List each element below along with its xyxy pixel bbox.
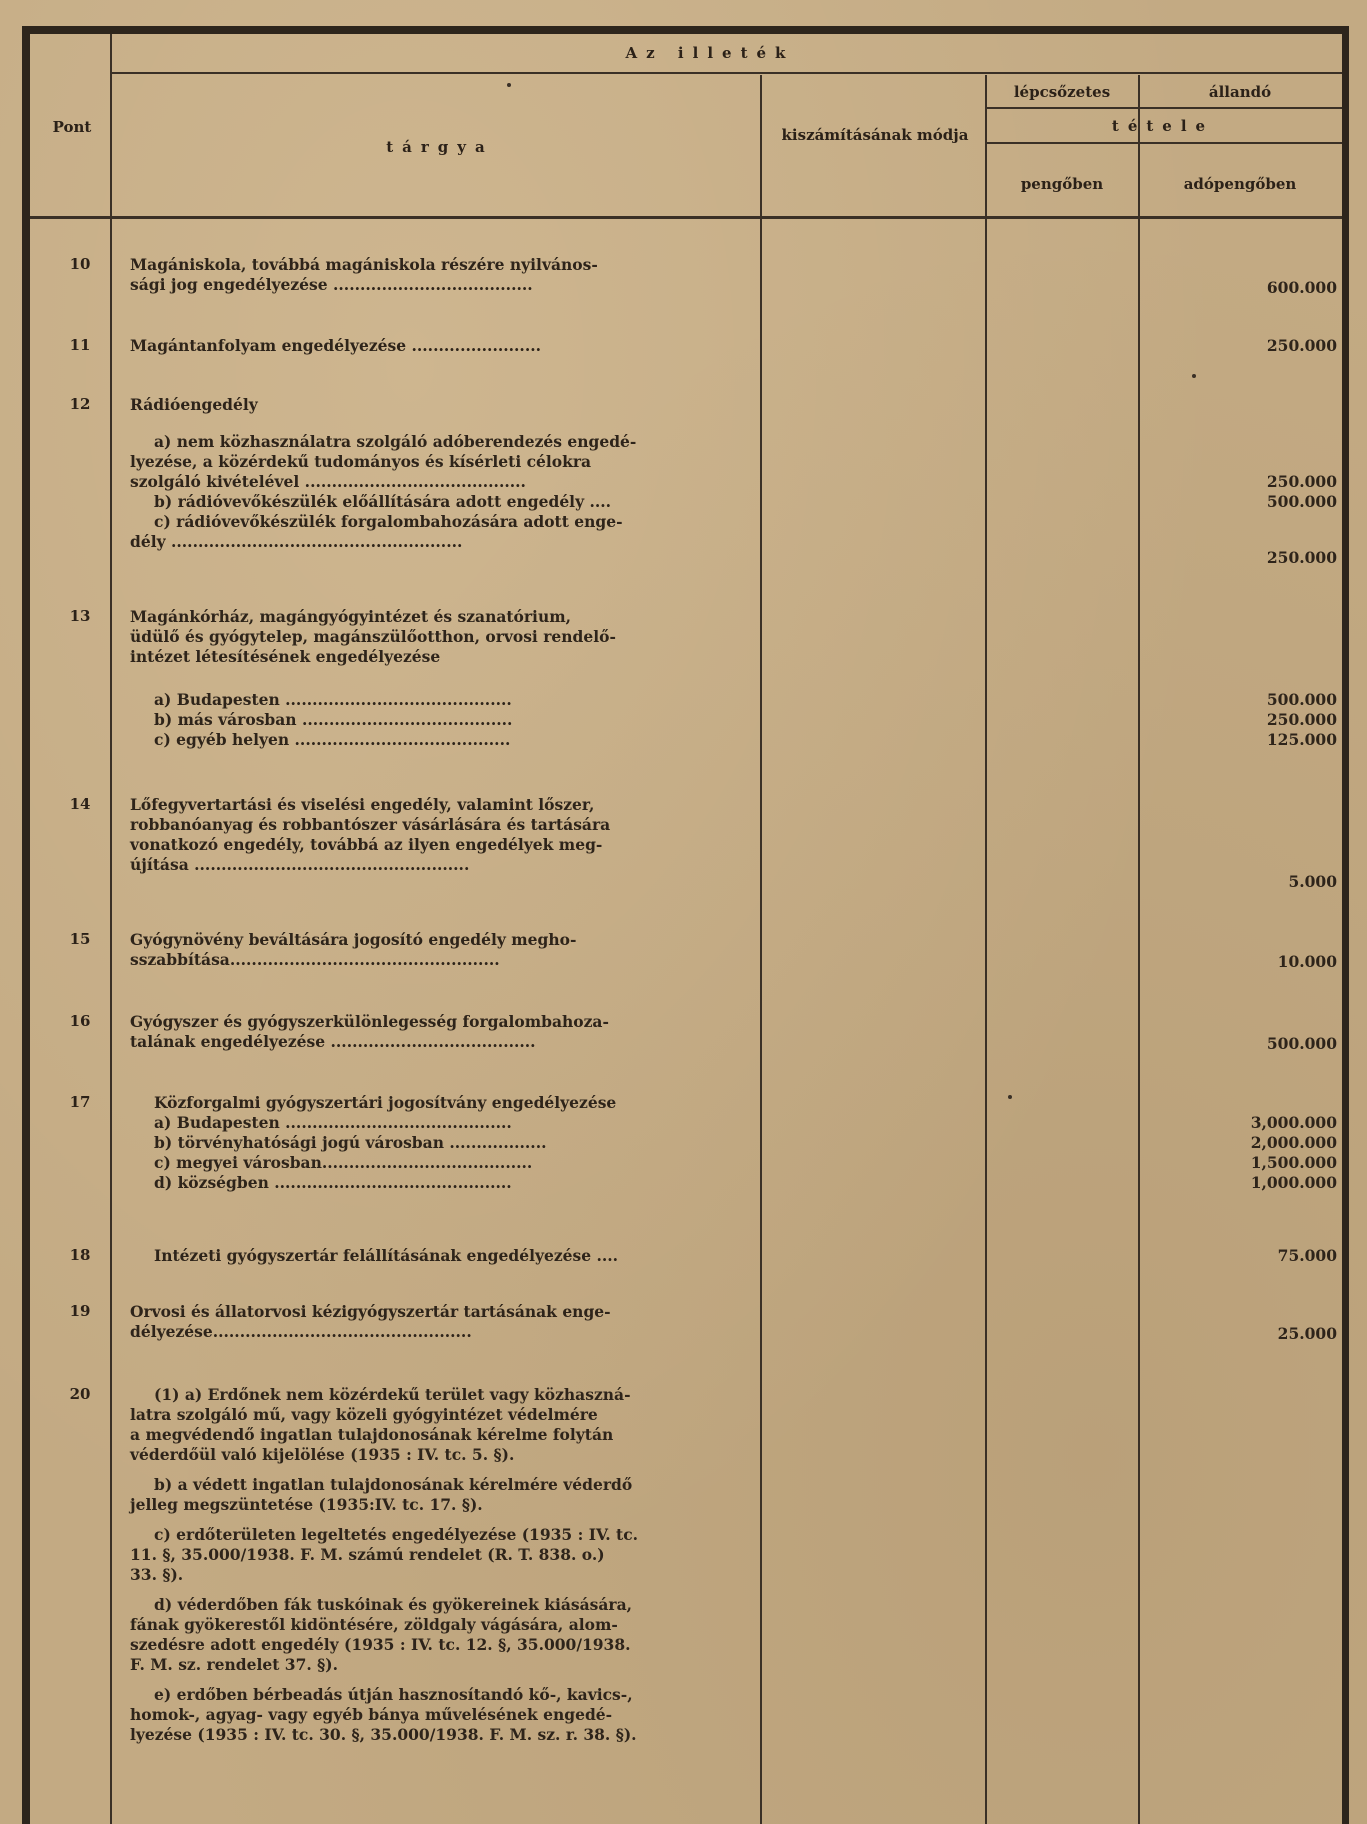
row-11-text — [130, 336, 760, 356]
row-13b-line: b) más városban ....................................... — [154, 710, 513, 729]
row-10-value: 600.000 — [1266, 278, 1337, 297]
row-11-pont: 11 — [69, 336, 91, 354]
row-16-pont: 16 — [69, 1012, 91, 1030]
row-17b-line: b) törvényhatósági jogú városban .................. — [154, 1133, 547, 1152]
row-19-text — [130, 1302, 760, 1342]
row-13-pont: 13 — [69, 607, 91, 625]
row-20b-line-1: b) a védett ingatlan tulajdonosának kérelmére véderdő — [154, 1475, 633, 1494]
row-13-text — [130, 607, 760, 667]
row-19-value: 25.000 — [1277, 1324, 1337, 1343]
row-14-line-1: Lőfegyvertartási és viselési engedély, valamint lőszer, — [130, 795, 595, 814]
row-12b-line: b) rádióvevőkészülék előállítására adott engedély .... — [154, 492, 612, 511]
row-20a-line-4: véderdőül való kijelölése (1935 : IV. tc. 5. §). — [130, 1445, 515, 1464]
row-20c-line-1: c) erdőterületen legeltetés engedélyezése (1935 : IV. tc. — [154, 1525, 639, 1544]
row-20a-line-2: latra szolgáló mű, vagy közeli gyógyintézet védelmére — [130, 1405, 598, 1424]
row-11-line-1: Magántanfolyam engedélyezése ........................ — [130, 336, 542, 355]
row-17-line-1: Közforgalmi gyógyszertári jogosítvány engedélyezése — [154, 1093, 617, 1112]
row-14-line-4: újítása ................................................... — [130, 855, 470, 874]
divider-kiszamitas — [985, 75, 987, 1824]
row-12c-line-2: dély ...................................................... — [130, 532, 463, 551]
row-17d-line: d) községben ............................................ — [154, 1173, 512, 1192]
row-20a-line-3: a megvédendő ingatlan tulajdonosának kérelme folytán — [130, 1425, 614, 1444]
row-11-value: 250.000 — [1266, 336, 1337, 355]
row-12-text — [130, 395, 760, 415]
row-20d-line-3: szedésre adott engedély (1935 : IV. tc. 12. §, 35.000/1938. — [130, 1635, 631, 1654]
row-20d-line-4: F. M. sz. rendelet 37. §). — [130, 1655, 339, 1674]
header-title: Az illeték — [625, 44, 795, 62]
row-17-text — [130, 1093, 760, 1193]
row-16-line-1: Gyógyszer és gyógyszerkülönlegesség forgalombahoza- — [130, 1012, 609, 1031]
row-13-line-1: Magánkórház, magángyógyintézet és szanatórium, — [130, 607, 572, 626]
row-13a-value: 500.000 — [1266, 690, 1337, 709]
header-bottom-line — [30, 216, 1342, 219]
row-14-line-2: robbanóanyag és robbantószer vásárlására és tartására — [130, 815, 611, 834]
row-17d-value: 1,000.000 — [1250, 1173, 1337, 1192]
row-20e-line-3: lyezése (1935 : IV. tc. 30. §, 35.000/1938. F. M. sz. r. 38. §). — [130, 1725, 637, 1744]
row-13-line-3: intézet létesítésének engedélyezése — [130, 647, 441, 666]
ink-speck — [1008, 1095, 1012, 1099]
header-targya: tárgya — [386, 138, 494, 156]
header-kiszamitas: kiszámításának módja — [781, 126, 969, 144]
header-line-2 — [985, 107, 1342, 109]
row-10-text — [130, 255, 760, 295]
row-15-line-1: Gyógynövény beváltására jogosító engedély megho- — [130, 930, 577, 949]
header-pengoben: pengőben — [1020, 175, 1104, 193]
row-16-line-2: talának engedélyezése ...................................... — [130, 1032, 536, 1051]
row-14-value: 5.000 — [1288, 872, 1337, 891]
row-10-line-2: sági jog engedélyezése ..................................... — [130, 275, 533, 294]
row-18-value: 75.000 — [1277, 1246, 1337, 1265]
row-19-line-1: Orvosi és állatorvosi kézigyógyszertár tartásának enge- — [130, 1302, 611, 1321]
row-12c-line-1: c) rádióvevőkészülék forgalombahozására adott enge- — [154, 512, 623, 531]
row-17a-value: 3,000.000 — [1250, 1113, 1337, 1132]
row-20-pont: 20 — [69, 1385, 91, 1403]
row-20-text — [130, 1385, 760, 1745]
row-13a-line: a) Budapesten .......................................... — [154, 690, 512, 709]
row-17a-line: a) Budapesten .......................................... — [154, 1113, 512, 1132]
row-13c-value: 125.000 — [1266, 730, 1337, 749]
header-pont: Pont — [52, 118, 92, 136]
divider-pont — [110, 34, 112, 1824]
row-16-value: 500.000 — [1266, 1034, 1337, 1053]
row-20a-line-1: (1) a) Erdőnek nem közérdekű terület vagy közhaszná- — [154, 1385, 631, 1404]
row-20b-line-2: jelleg megszüntetése (1935:IV. tc. 17. §). — [130, 1495, 483, 1514]
ink-speck — [1192, 374, 1196, 378]
row-15-line-2: sszabbítása.................................................. — [130, 950, 500, 969]
row-12b-value: 500.000 — [1266, 492, 1337, 511]
row-19-pont: 19 — [69, 1302, 91, 1320]
row-13c-line: c) egyéb helyen ........................................ — [154, 730, 511, 749]
row-15-text — [130, 930, 760, 970]
row-20d-line-2: fának gyökerestől kidöntésére, zöldgaly vágására, alom- — [130, 1615, 618, 1634]
header-line-1 — [110, 72, 1342, 74]
row-12a-value: 250.000 — [1266, 472, 1337, 491]
row-17c-line: c) megyei városban....................................... — [154, 1153, 533, 1172]
row-16-text — [130, 1012, 760, 1052]
row-17-pont: 17 — [69, 1093, 91, 1111]
row-10-line-1: Magániskola, továbbá magániskola részére nyilvános- — [130, 255, 598, 274]
row-13-subitems — [130, 690, 760, 750]
header-adopengoben: adópengőben — [1183, 175, 1297, 193]
row-20c-line-2: 11. §, 35.000/1938. F. M. számú rendelet (R. T. 838. o.) — [130, 1545, 605, 1564]
header-allando: állandó — [1208, 83, 1272, 101]
row-14-pont: 14 — [69, 795, 91, 813]
row-19-line-2: délyezése................................................ — [130, 1322, 472, 1341]
row-15-pont: 15 — [69, 930, 91, 948]
row-14-line-3: vonatkozó engedély, továbbá az ilyen engedélyek meg- — [130, 835, 603, 854]
frame-top-border — [22, 26, 1349, 34]
row-13-line-2: üdülő és gyógytelep, magánszülőotthon, orvosi rendelő- — [130, 627, 616, 646]
row-18-pont: 18 — [69, 1246, 91, 1264]
row-15-value: 10.000 — [1277, 952, 1337, 971]
divider-tetele — [1138, 75, 1140, 1824]
row-12a-line-2: lyezése, a közérdekű tudományos és kísérleti célokra — [130, 452, 592, 471]
row-20e-line-1: e) erdőben bérbeadás útján hasznosítandó kő-, kavics-, — [154, 1685, 633, 1704]
header-tetele: tétele — [1111, 117, 1215, 135]
row-20d-line-1: d) véderdőben fák tuskóinak és gyökereinek kiásására, — [154, 1595, 633, 1614]
row-20e-line-2: homok-, agyag- vagy egyéb bánya művelésének engedé- — [130, 1705, 613, 1724]
row-12c-value: 250.000 — [1266, 548, 1337, 567]
ink-speck — [507, 83, 511, 87]
row-17c-value: 1,500.000 — [1250, 1153, 1337, 1172]
row-12-pont: 12 — [69, 395, 91, 413]
row-12-line-1: Rádióengedély — [130, 395, 258, 414]
header-lepcsozetes: lépcsőzetes — [1013, 83, 1111, 101]
row-18-line-1: Intézeti gyógyszertár felállításának engedélyezése .... — [154, 1246, 619, 1265]
row-20c-line-3: 33. §). — [130, 1565, 184, 1584]
row-13b-value: 250.000 — [1266, 710, 1337, 729]
frame-left-border — [22, 26, 30, 1824]
row-10-pont: 10 — [69, 255, 91, 273]
row-12a-line-1: a) nem közhasználatra szolgáló adóberendezés engedé- — [154, 432, 637, 451]
row-17b-value: 2,000.000 — [1250, 1133, 1337, 1152]
header-line-3 — [985, 142, 1342, 144]
row-18-text — [130, 1246, 760, 1266]
divider-targya — [760, 75, 762, 1824]
row-12a-line-3: szolgáló kivételével ......................................... — [130, 472, 526, 491]
row-12-subitems — [130, 432, 760, 552]
frame-right-border — [1342, 26, 1349, 1824]
row-14-text — [130, 795, 760, 875]
